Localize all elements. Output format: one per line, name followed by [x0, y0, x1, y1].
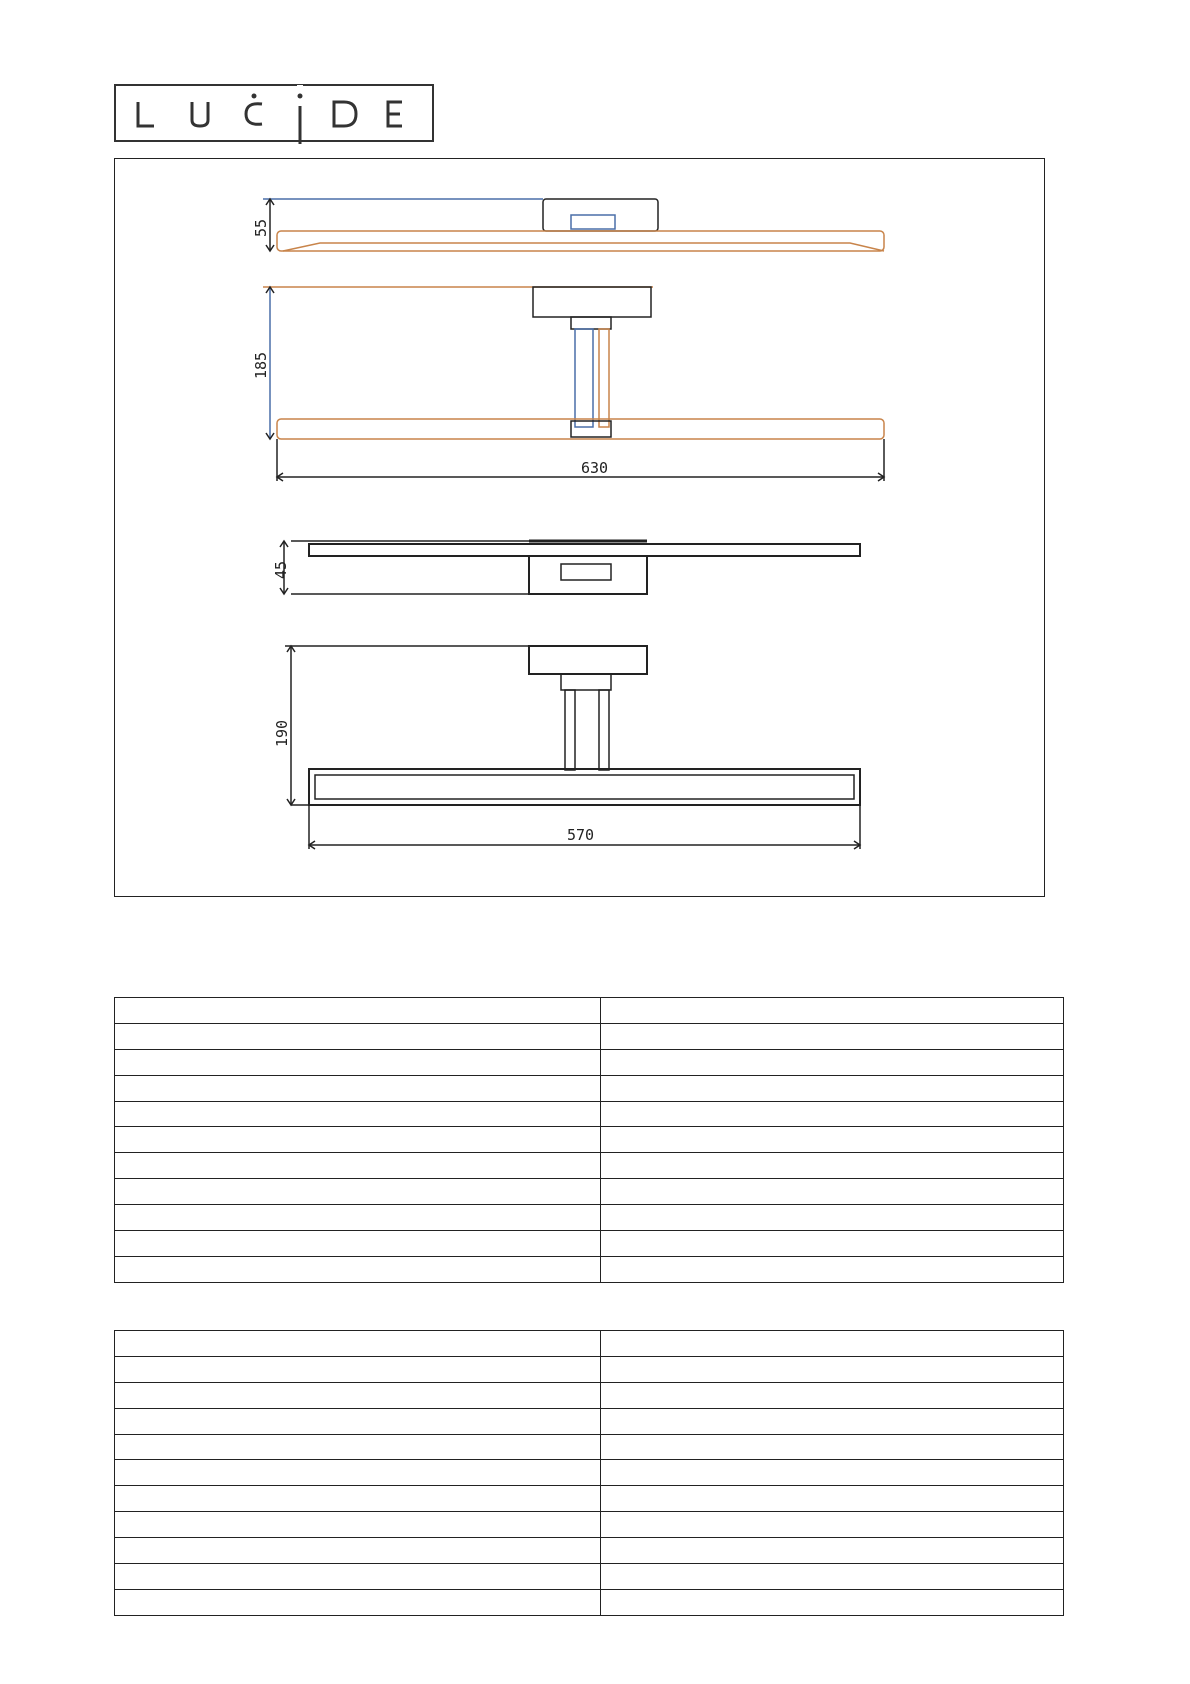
table-cell-label — [115, 1231, 601, 1257]
table-cell-value — [601, 1382, 1064, 1408]
table-cell-value — [601, 1434, 1064, 1460]
table-cell-value — [601, 1589, 1064, 1615]
table-row — [115, 1153, 1064, 1179]
table-cell-value — [601, 1331, 1064, 1357]
table-row — [115, 1589, 1064, 1615]
table-row — [115, 1538, 1064, 1564]
table-row — [115, 1434, 1064, 1460]
table-cell-label — [115, 1127, 601, 1153]
table-row — [115, 1049, 1064, 1075]
spec-table-1-body — [115, 998, 1064, 1283]
table-cell-label — [115, 1049, 601, 1075]
table-row — [115, 1231, 1064, 1257]
table-cell-value — [601, 1023, 1064, 1049]
front-view — [280, 541, 860, 594]
table-row — [115, 1127, 1064, 1153]
table-cell-label — [115, 1460, 601, 1486]
table-row — [115, 1101, 1064, 1127]
table-cell-value — [601, 1564, 1064, 1590]
table-cell-value — [601, 998, 1064, 1024]
table-cell-label — [115, 1408, 601, 1434]
dim-top-width: 630 — [581, 459, 609, 477]
spec-table-1 — [114, 997, 1064, 1283]
table-cell-label — [115, 1205, 601, 1231]
brand-logo — [114, 84, 436, 144]
table-cell-value — [601, 1486, 1064, 1512]
table-row — [115, 1179, 1064, 1205]
table-cell-label — [115, 1538, 601, 1564]
dim-top-height: 55 — [252, 218, 270, 237]
table-cell-label — [115, 1179, 601, 1205]
side-view — [285, 646, 860, 849]
table-row — [115, 1460, 1064, 1486]
table-row — [115, 998, 1064, 1024]
table-cell-label — [115, 1331, 601, 1357]
technical-drawing-frame — [114, 158, 1045, 897]
table-cell-label — [115, 1512, 601, 1538]
table-row — [115, 1075, 1064, 1101]
table-cell-label — [115, 1101, 601, 1127]
table-cell-label — [115, 1153, 601, 1179]
table-cell-label — [115, 1486, 601, 1512]
table-row — [115, 1486, 1064, 1512]
table-cell-value — [601, 1179, 1064, 1205]
dim-top-depth: 185 — [252, 351, 270, 379]
table-cell-value — [601, 1256, 1064, 1282]
table-row — [115, 1256, 1064, 1282]
table-cell-label — [115, 998, 601, 1024]
table-cell-label — [115, 1075, 601, 1101]
table-cell-value — [601, 1408, 1064, 1434]
table-cell-value — [601, 1153, 1064, 1179]
table-row — [115, 1023, 1064, 1049]
table-cell-value — [601, 1127, 1064, 1153]
table-cell-value — [601, 1101, 1064, 1127]
table-cell-label — [115, 1356, 601, 1382]
table-cell-value — [601, 1075, 1064, 1101]
table-cell-label — [115, 1382, 601, 1408]
table-row — [115, 1205, 1064, 1231]
table-cell-label — [115, 1589, 601, 1615]
table-row — [115, 1331, 1064, 1357]
table-cell-value — [601, 1512, 1064, 1538]
table-cell-value — [601, 1356, 1064, 1382]
dim-front-height: 45 — [272, 560, 290, 579]
top-view — [263, 199, 884, 251]
table-cell-value — [601, 1049, 1064, 1075]
dim-side-depth: 190 — [273, 719, 291, 747]
dim-side-width: 570 — [567, 826, 595, 844]
top-depth-view — [263, 287, 884, 481]
table-row — [115, 1356, 1064, 1382]
table-cell-label — [115, 1256, 601, 1282]
table-row — [115, 1512, 1064, 1538]
spec-table-2-body — [115, 1331, 1064, 1616]
table-cell-label — [115, 1434, 601, 1460]
table-cell-value — [601, 1538, 1064, 1564]
table-cell-value — [601, 1205, 1064, 1231]
table-row — [115, 1382, 1064, 1408]
lucide-logo-mark — [114, 84, 436, 144]
spec-table-2 — [114, 1330, 1064, 1616]
technical-drawing — [115, 159, 1044, 896]
table-cell-label — [115, 1564, 601, 1590]
table-row — [115, 1564, 1064, 1590]
table-cell-value — [601, 1460, 1064, 1486]
table-cell-label — [115, 1023, 601, 1049]
table-cell-value — [601, 1231, 1064, 1257]
table-row — [115, 1408, 1064, 1434]
